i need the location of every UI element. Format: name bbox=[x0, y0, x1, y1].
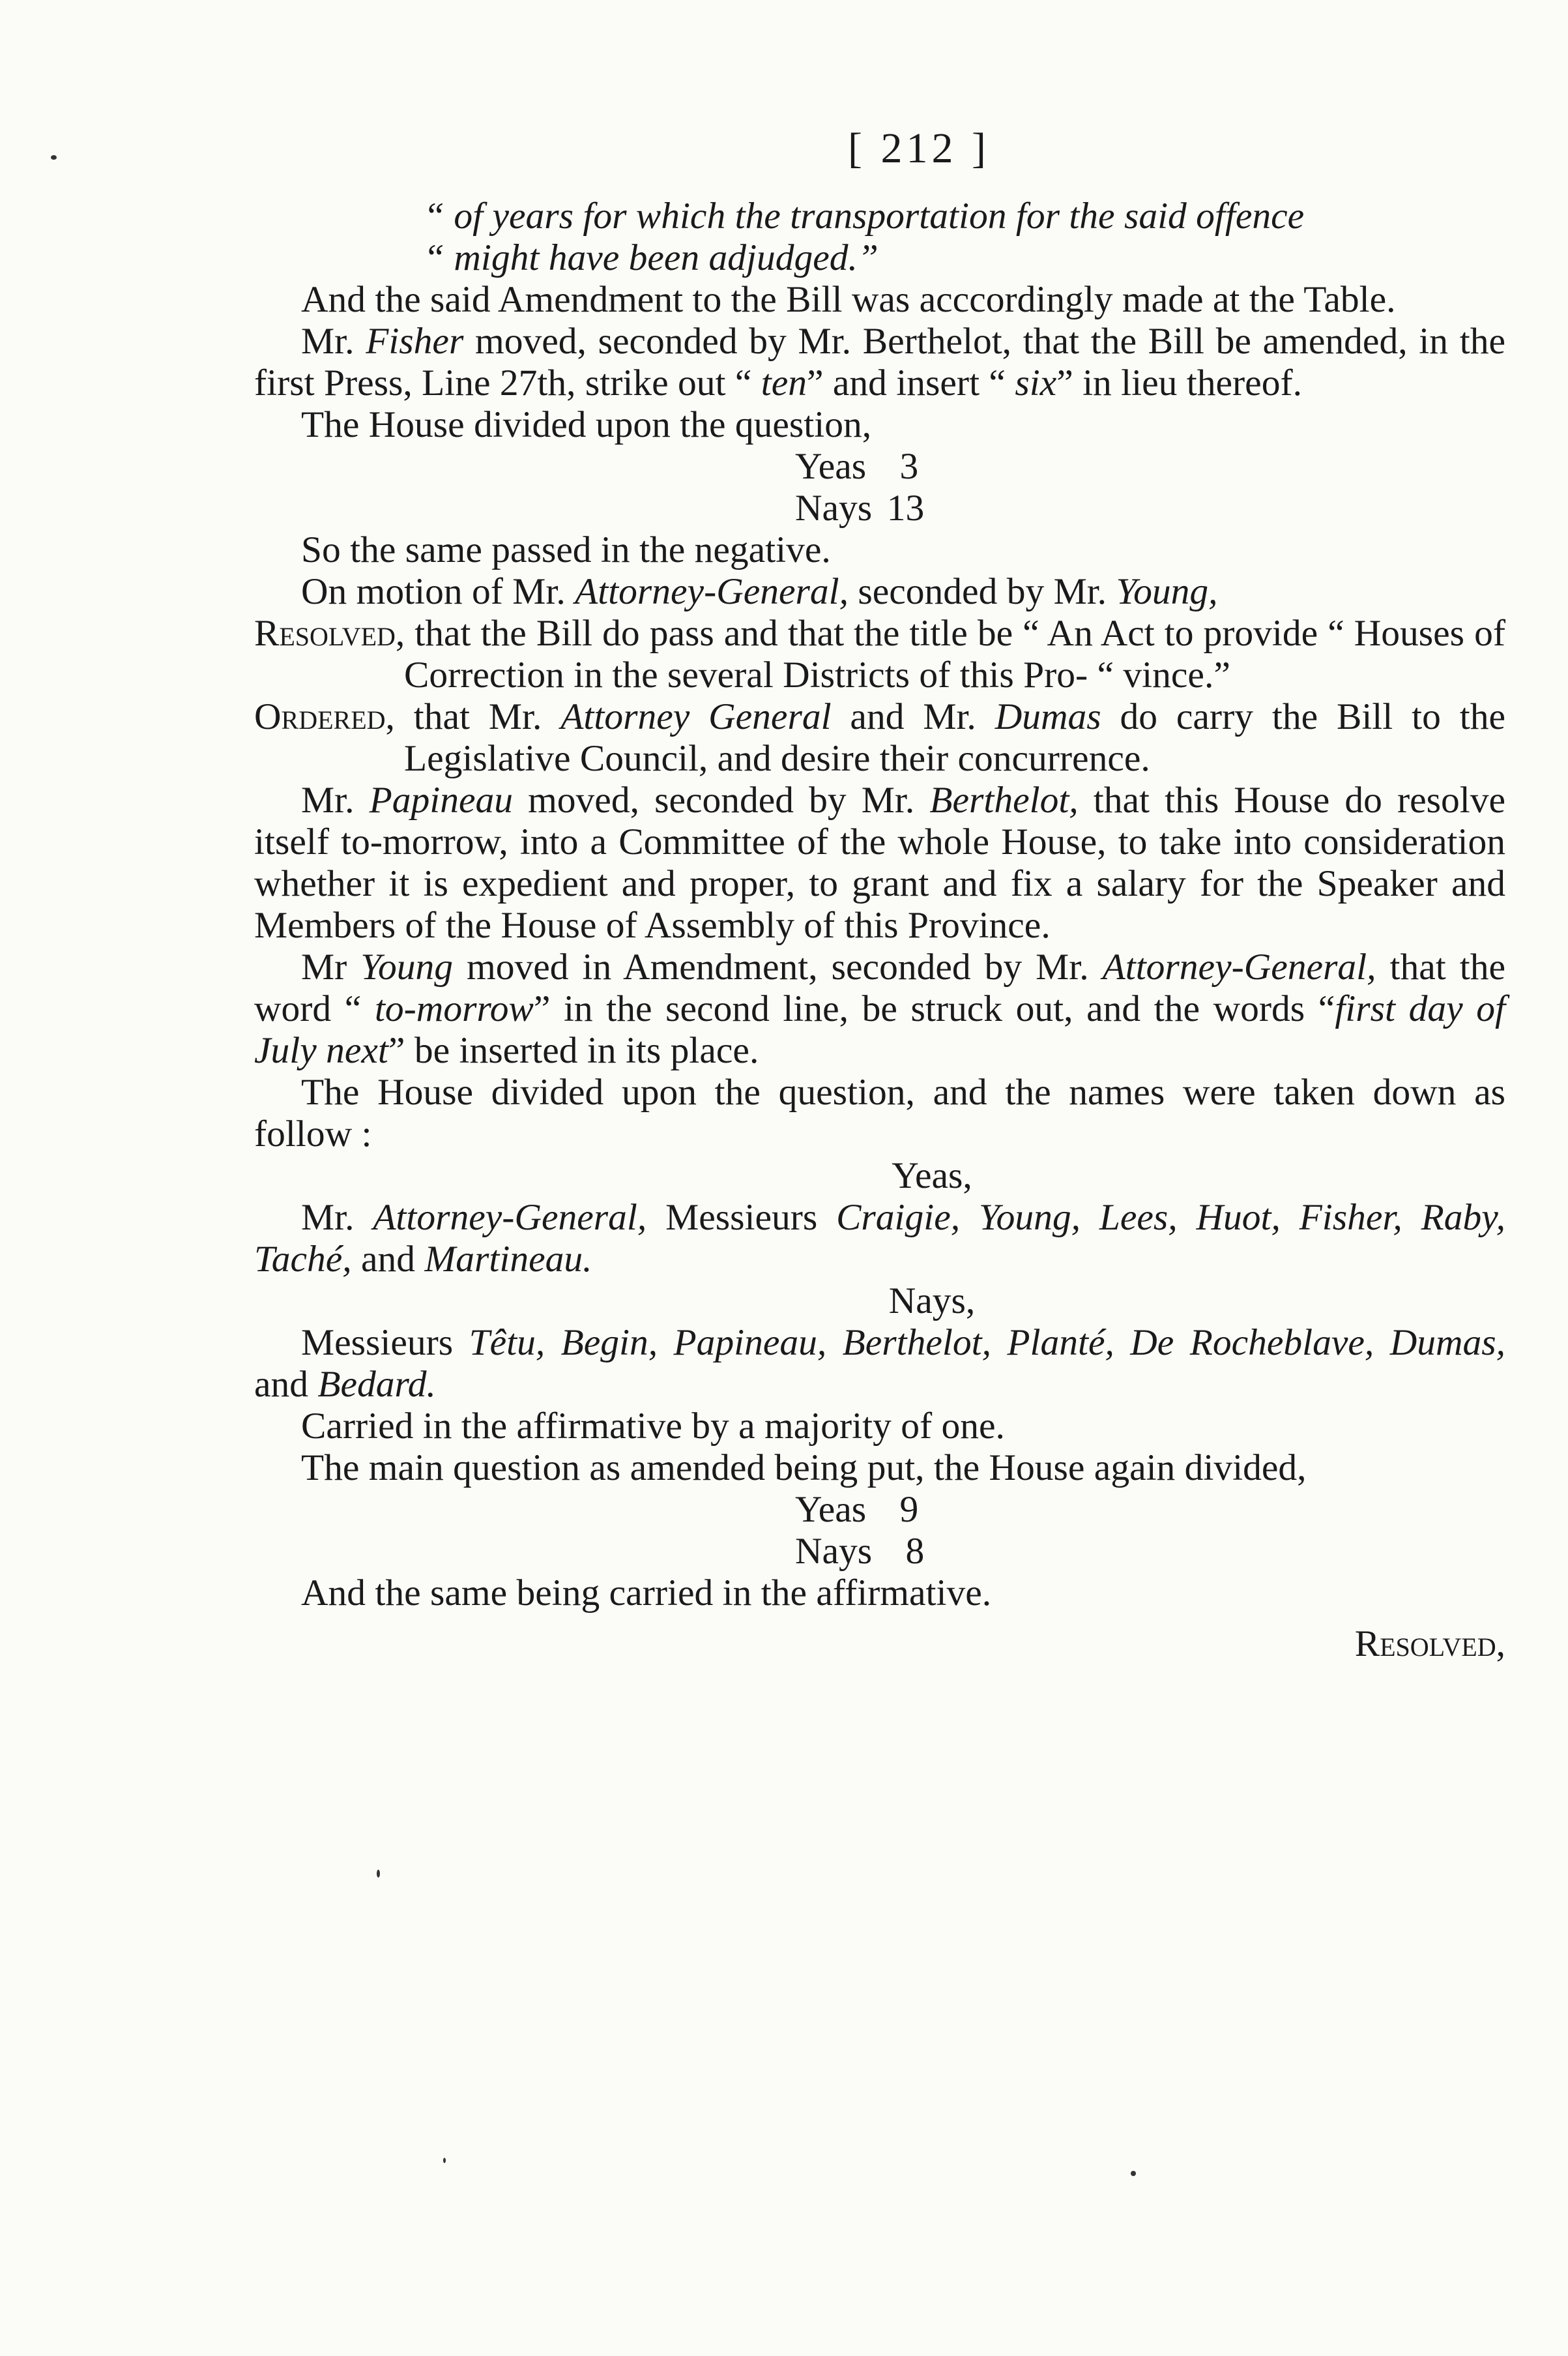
ordered: Ordered, that Mr. Attorney General and Mr. Dumas do carry the Bill to the Legislative Council, and desire their concurrence. bbox=[254, 696, 1505, 779]
paragraph-negative: So the same passed in the negative. bbox=[301, 529, 831, 570]
paragraph-motion: On motion of Mr. Attorney-General, seconded by Mr. Young, bbox=[301, 571, 1218, 612]
vote-yeas-1: Yeas 3 bbox=[795, 446, 919, 487]
paragraph-papineau-motion: Mr. Papineau moved, seconded by Mr. Berthelot, that this House do resolve itself to-morrow, into a Committee of the whole House, to take into consideration whether it is expedient and proper, to grant and fix a salary for the Speaker and Members of the House of Assembly of this Province. bbox=[254, 780, 1505, 946]
document-page bbox=[254, 124, 1505, 1665]
quote-line-2: “ might have been adjudged.” bbox=[424, 237, 878, 278]
speck-mark bbox=[51, 155, 57, 160]
paragraph-carried: Carried in the affirmative by a majority of one. bbox=[301, 1406, 1005, 1447]
speck-mark bbox=[1131, 2171, 1136, 2176]
vote-yeas-2: Yeas 9 bbox=[795, 1489, 919, 1530]
paragraph-fisher-motion: Mr. Fisher moved, seconded by Mr. Berthelot, that the Bill be amended, in the first Press, Line 27th, strike out “ ten” and insert “ six” in lieu thereof. bbox=[254, 321, 1505, 404]
yeas-list: Mr. Attorney-General, Messieurs Craigie, Young, Lees, Huot, Fisher, Raby, Taché, and Martineau. bbox=[254, 1197, 1505, 1280]
page-number: [ 212 ] bbox=[848, 125, 990, 172]
member-name: Fisher bbox=[366, 321, 464, 362]
paragraph-young-amendment: Mr Young moved in Amendment, seconded by Mr. Attorney-General, that the word “ to-morrow” in the second line, be struck out, and the words “first day of July next” be inserted in its place. bbox=[254, 947, 1506, 1071]
paragraph-amendment-made: And the said Amendment to the Bill was acccordingly made at the Table. bbox=[301, 279, 1396, 320]
paragraph-affirmative: And the same being carried in the affirmative. bbox=[301, 1572, 992, 1613]
vote-nays-1: Nays 13 bbox=[795, 488, 925, 529]
paragraph-house-divided-1: The House divided upon the question, bbox=[301, 404, 872, 445]
resolved-1: Resolved, that the Bill do pass and that the title be “ An Act to provide “ Houses of Correction in the several Districts of this Pro- “ vince.” bbox=[254, 613, 1505, 696]
yeas-heading: Yeas, bbox=[892, 1155, 972, 1196]
body-text bbox=[254, 196, 1505, 1665]
quote-line-1: “ of years for which the transportation for the said offence bbox=[424, 196, 1305, 237]
vote-nays-2: Nays 8 bbox=[795, 1531, 925, 1572]
catchword: Resolved, bbox=[1354, 1623, 1505, 1664]
nays-list: Messieurs Têtu, Begin, Papineau, Berthelot, Planté, De Rocheblave, Dumas, and Bedard. bbox=[254, 1322, 1505, 1405]
paragraph-main-question: The main question as amended being put, the House again divided, bbox=[301, 1447, 1307, 1488]
speck-mark bbox=[443, 2158, 446, 2163]
speck-mark bbox=[377, 1870, 380, 1877]
nays-heading: Nays, bbox=[888, 1280, 976, 1321]
paragraph-house-divided-2: The House divided upon the question, and the names were taken down as follow : bbox=[254, 1072, 1505, 1155]
